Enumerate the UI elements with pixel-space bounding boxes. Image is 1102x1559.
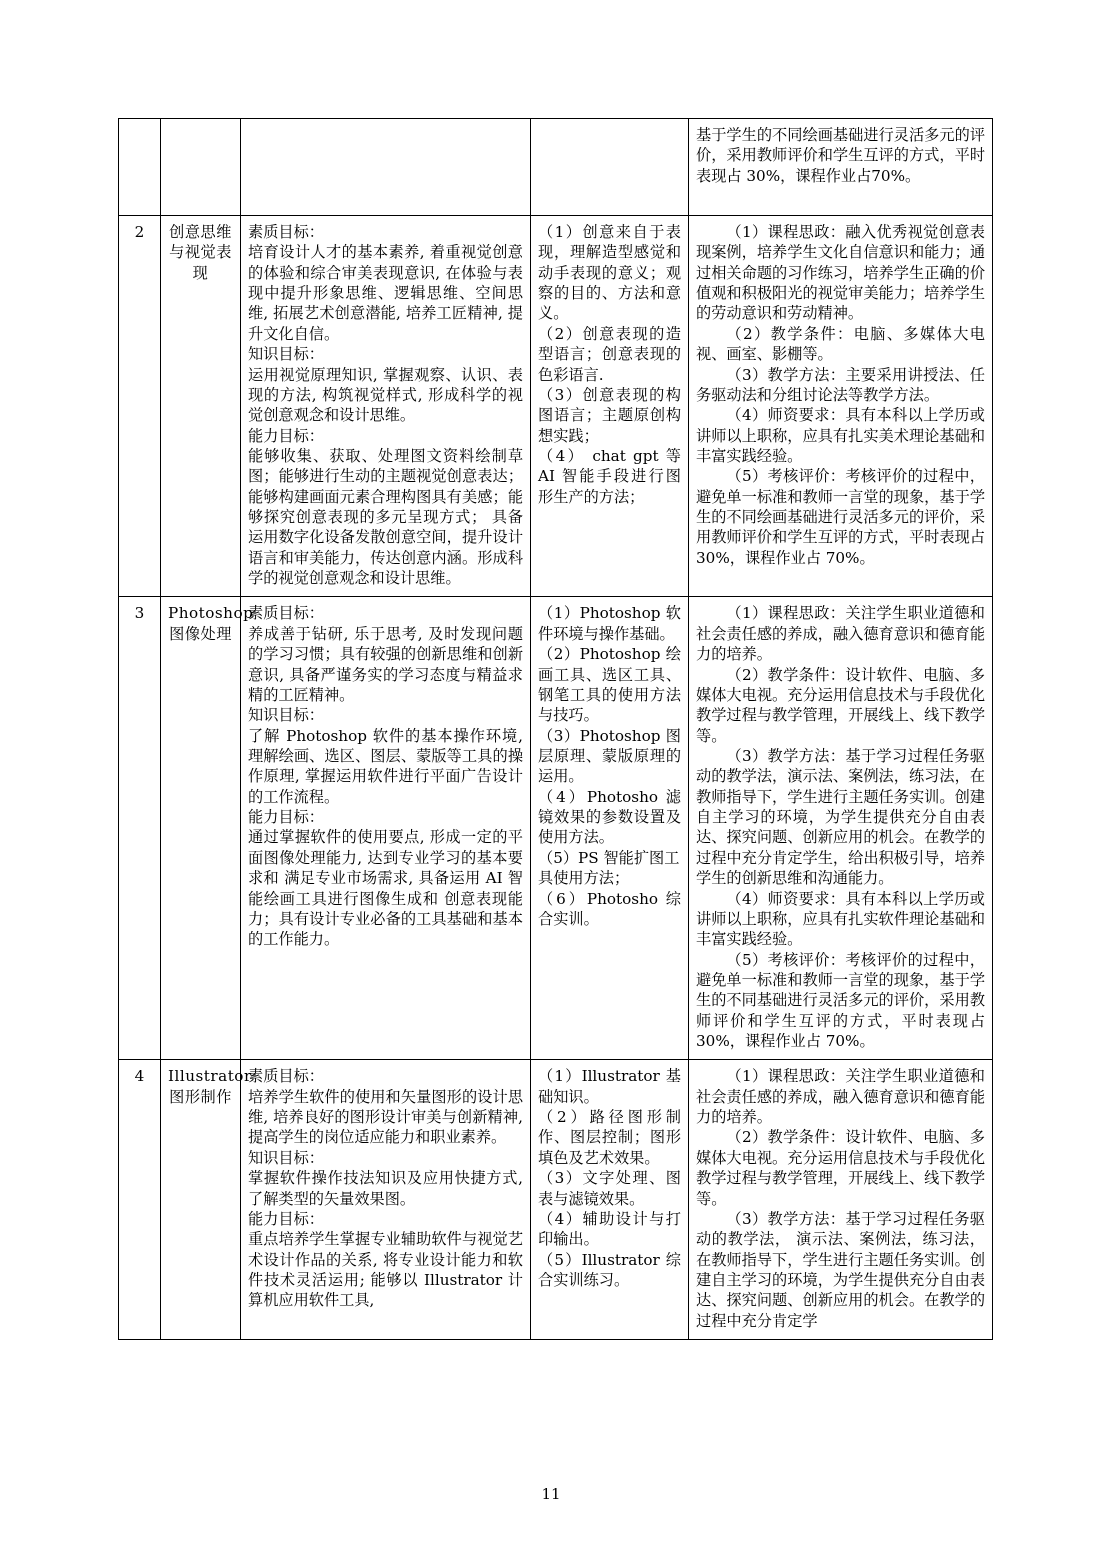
implementation-paragraph: （2）教学条件：设计软件、电脑、多媒体大电视。充分运用信息技术与手段优化教学过程与教学管理，开展线上、线下教学等。: [696, 1128, 985, 1208]
course-name-cell: Photoshop 图像处理: [161, 597, 241, 1060]
objectives-paragraph: 通过掌握软件的使用要点, 形成一定的平面图像处理能力, 达到专业学习的基本要求和 满足专业市场需求, 具备运用 AI 智能绘画工具进行图像生成和 创意表现能力；具有设计专业必备的工具基础和基本的工作能力。: [248, 828, 523, 949]
table-row: [119, 597, 993, 1060]
objectives-paragraph: 养成善于钻研, 乐于思考, 及时发现问题的学习习惯；具有较强的创新思维和创新意识, 具备严谨务实的学习态度与精益求精的工匠精神。: [248, 624, 523, 704]
course-table: [118, 118, 993, 1340]
content-paragraph: （4）辅助设计与打印输出。: [538, 1209, 681, 1249]
table-row: [119, 216, 993, 597]
course-implementation-cell: [689, 216, 993, 597]
row-number-cell: [119, 119, 161, 216]
course-objectives-cell: [241, 216, 531, 597]
objectives-paragraph: 知识目标：: [248, 706, 324, 725]
row-number-cell: 3: [119, 597, 161, 1060]
objectives-paragraph: 能力目标：: [248, 808, 324, 827]
course-objectives-cell: [241, 597, 531, 1060]
implementation-paragraph: （2）教学条件：电脑、多媒体大电视、画室、影棚等。: [696, 324, 985, 364]
implementation-paragraph: （3）教学方法：基于学习过程任务驱动的教学法， 演示法、案例法，练习法， 在教师指导下，学生进行主题任务实训。创建自主学习的环境，为学生提供充分自由表达、探究问题、创新应用的机会。在教学的过程中充分肯定学: [696, 1209, 985, 1330]
objectives-paragraph: 重点培养学生掌握专业辅助软件与视觉艺术设计作品的关系, 将专业设计能力和软件技术灵活运用; 能够以 Illustrator 计算机应用软件工具,: [248, 1230, 523, 1310]
content-paragraph: （4） chat gpt 等 AI 智能手段进行图形生产的方法；: [538, 446, 681, 506]
content-paragraph: （1）Illustrator 基础知识。: [538, 1067, 681, 1106]
objectives-paragraph: 知识目标：: [248, 345, 324, 364]
implementation-paragraph: （3）教学方法：主要采用讲授法、任务驱动法和分组讨论法等教学方法。: [696, 365, 985, 404]
implementation-paragraph: （4）师资要求：具有本科以上学历或讲师以上职称，应具有扎实美术理论基础和丰富实践经验。: [696, 406, 985, 465]
implementation-paragraph: （1）课程思政：关注学生职业道德和社会责任感的养成，融入德育意识和德育能力的培养。: [696, 1067, 985, 1127]
course-content-cell: [531, 597, 689, 1060]
content-paragraph: （4）Photosho 滤镜效果的参数设置及使用方法。: [538, 787, 681, 847]
content-paragraph: （1）Photoshop 软件环境与操作基础。: [538, 604, 681, 643]
course-objectives-cell: [241, 1060, 531, 1340]
course-content-cell: [531, 1060, 689, 1340]
course-content-cell: [531, 216, 689, 597]
objectives-paragraph: 素质目标：: [248, 604, 324, 623]
course-implementation-cell: [689, 119, 993, 216]
course-content-cell: [531, 119, 689, 216]
row-number-cell: 4: [119, 1060, 161, 1340]
objectives-paragraph: 能力目标：: [248, 426, 324, 445]
course-objectives-cell: [241, 119, 531, 216]
implementation-paragraph: （4）师资要求：具有本科以上学历或讲师以上职称，应具有扎实软件理论基础和丰富实践经验。: [696, 889, 985, 949]
objectives-paragraph: 掌握软件操作技法知识及应用快捷方式, 了解类型的矢量效果图。: [248, 1169, 523, 1208]
objectives-paragraph: 运用视觉原理知识, 掌握观察、认识、表现的方法, 构筑视觉样式, 形成科学的视觉创意观念和设计思维。: [248, 365, 523, 425]
content-paragraph: （3）创意表现的构图语言；主题原创构想实践；: [538, 385, 681, 445]
objectives-paragraph: 培育设计人才的基本素养, 着重视觉创意的体验和综合审美表现意识, 在体验与表现中提升形象思维、逻辑思维、空间思维, 拓展艺术创意潜能, 培养工匠精神, 提升文化自信。: [248, 243, 523, 343]
implementation-paragraph: （1）课程思政：融入优秀视觉创意表现案例，培养学生文化自信意识和能力；通过相关命题的习作练习，培养学生正确的价值观和积极阳光的视觉审美能力；培养学生的劳动意识和劳动精神。: [696, 223, 985, 323]
objectives-paragraph: 培养学生软件的使用和矢量图形的设计思维, 培养良好的图形设计审美与创新精神, 提高学生的岗位适应能力和职业素养。: [248, 1087, 523, 1147]
implementation-paragraph: （1）课程思政：关注学生职业道德和社会责任感的养成，融入德育意识和德育能力的培养。: [696, 604, 985, 664]
implementation-paragraph: （3）教学方法：基于学习过程任务驱动的教学法，演示法、案例法，练习法，在教师指导下，学生进行主题任务实训。创建自主学习的环境，为学生提供充分自由表达、探究问题、创新应用的机会。在教学的过程中充分肯定学生，给出积极引导，培养学生的创新思维和沟通能力。: [696, 746, 985, 888]
objectives-paragraph: 能够收集、获取、处理图文资料绘制草图；能够进行生动的主题视觉创意表达；能够构建画面元素合理构图具有美感；能够探究创意表现的多元呈现方式； 具备运用数字化设备发散创意空间，提升设计语言和审美能力，传达创意内涵。形成科学的视觉创意观念和设计思维。: [248, 446, 523, 588]
course-name-cell: Illustrator 图形制作: [161, 1060, 241, 1340]
implementation-paragraph: （2）教学条件：设计软件、电脑、多媒体大电视。充分运用信息技术与手段优化教学过程与教学管理，开展线上、线下教学等。: [696, 665, 985, 745]
course-name-cell: [161, 119, 241, 216]
content-paragraph: （5）PS 智能扩图工: [538, 848, 680, 867]
table-row: [119, 1060, 993, 1340]
content-paragraph: （2）Photoshop 绘画工具、选区工具、钢笔工具的使用方法与技巧。: [538, 645, 681, 725]
content-paragraph: （1）创意来自于表现，理解造型感觉和动手表现的意义；观察的目的、方法和意义。: [538, 223, 681, 323]
objectives-paragraph: 知识目标：: [248, 1148, 324, 1167]
implementation-paragraph: （5）考核评价：考核评价的过程中，避免单一标准和教师一言堂的现象，基于学生的不同绘画基础进行灵活多元的评价，采用教师评价和学生互评的方式，平时表现占 30%，课程作业占 70%。: [696, 467, 985, 567]
content-paragraph: （2）创意表现的造型语言；创意表现的色彩语言.: [538, 324, 681, 384]
content-paragraph: （3）文字处理、图表与滤镜效果。: [538, 1169, 681, 1208]
objectives-paragraph: 素质目标：: [248, 223, 324, 241]
course-name-cell: 创意思维与视觉表现: [161, 216, 241, 597]
page-number: 11: [541, 1485, 561, 1503]
course-implementation-cell: [689, 597, 993, 1060]
content-paragraph: （2）路径图形制作、图层控制；图形填色及艺术效果。: [538, 1108, 681, 1167]
course-implementation-cell: [689, 1060, 993, 1340]
content-paragraph: 具使用方法；: [538, 869, 630, 888]
objectives-paragraph: 能力目标：: [248, 1209, 324, 1228]
content-paragraph: （5）Illustrator 综合实训练习。: [538, 1250, 681, 1289]
content-paragraph: （6）Photosho 综合实训。: [538, 889, 681, 928]
implementation-paragraph: 基于学生的不同绘画基础进行灵活多元的评价，采用教师评价和学生互评的方式，平时表现占 30%，课程作业占70%。: [696, 126, 985, 185]
implementation-paragraph: （5）考核评价：考核评价的过程中，避免单一标准和教师一言堂的现象，基于学生的不同基础进行灵活多元的评价，采用教师评价和学生互评的方式，平时表现占 30%，课程作业占 70%。: [696, 950, 985, 1051]
table-row: [119, 119, 993, 216]
objectives-paragraph: 了解 Photoshop 软件的基本操作环境, 理解绘画、选区、图层、蒙版等工具的操作原理, 掌握运用软件进行平面广告设计的工作流程。: [248, 726, 523, 806]
row-number-cell: 2: [119, 216, 161, 597]
content-paragraph: （3）Photoshop 图层原理、蒙版原理的运用。: [538, 726, 681, 786]
objectives-paragraph: 素质目标：: [248, 1067, 324, 1086]
